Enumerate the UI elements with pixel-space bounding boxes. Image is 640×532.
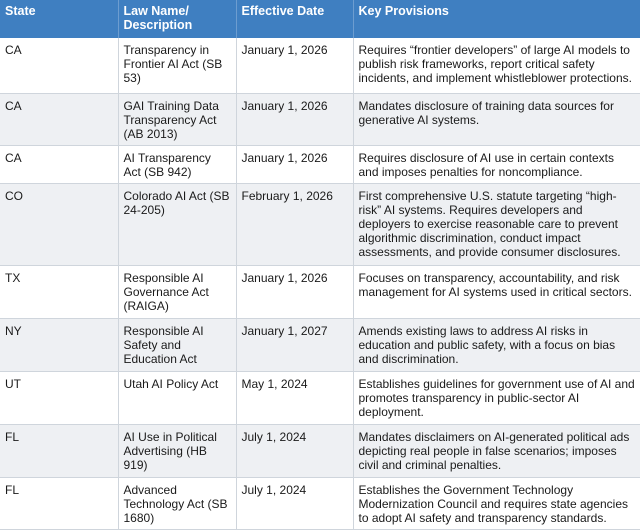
cell-law-name: Advanced Technology Act (SB 1680) [118,477,236,529]
cell-effective-date: July 1, 2024 [236,477,353,529]
cell-effective-date: May 1, 2024 [236,371,353,424]
cell-law-name: AI Transparency Act (SB 942) [118,145,236,183]
cell-effective-date: January 1, 2026 [236,38,353,93]
cell-state: CA [0,38,118,93]
cell-key-provisions: Requires “frontier developers” of large AI models to publish risk frameworks, report critical safety incidents, and implement whistleblower protections. [353,38,640,93]
cell-effective-date: January 1, 2026 [236,93,353,145]
table-row [0,265,640,318]
table-row [0,318,640,371]
header-law-name: Law Name/ Description [118,0,236,38]
table-row [0,371,640,424]
table-body [0,38,640,529]
cell-law-name: Responsible AI Safety and Education Act [118,318,236,371]
cell-key-provisions: First comprehensive U.S. statute targeting “high-risk” AI systems. Requires developers and deployers to exercise reasonable care to prevent algorithmic discrimination, conduct impact assessments, and provide consumer disclosures. [353,183,640,265]
cell-state: NY [0,318,118,371]
cell-effective-date: July 1, 2024 [236,424,353,477]
table-row [0,477,640,529]
cell-effective-date: January 1, 2027 [236,318,353,371]
table-row [0,183,640,265]
cell-law-name: Utah AI Policy Act [118,371,236,424]
cell-law-name: GAI Training Data Transparency Act (AB 2013) [118,93,236,145]
cell-state: CA [0,145,118,183]
header-effective-date: Effective Date [236,0,353,38]
cell-state: CO [0,183,118,265]
cell-law-name: Transparency in Frontier AI Act (SB 53) [118,38,236,93]
cell-law-name: AI Use in Political Advertising (HB 919) [118,424,236,477]
cell-key-provisions: Mandates disclosure of training data sources for generative AI systems. [353,93,640,145]
cell-effective-date: February 1, 2026 [236,183,353,265]
table-row [0,93,640,145]
cell-effective-date: January 1, 2026 [236,265,353,318]
table-row [0,38,640,93]
cell-key-provisions: Establishes guidelines for government use of AI and promotes transparency in public-sector AI deployment. [353,371,640,424]
cell-key-provisions: Establishes the Government Technology Modernization Council and requires state agencies to adopt AI safety and transparency standards. [353,477,640,529]
cell-effective-date: January 1, 2026 [236,145,353,183]
header-key-provisions: Key Provisions [353,0,640,38]
cell-law-name: Colorado AI Act (SB 24-205) [118,183,236,265]
cell-key-provisions: Mandates disclaimers on AI-generated political ads depicting real people in false scenarios; imposes civil and criminal penalties. [353,424,640,477]
table-row [0,424,640,477]
header-state: State [0,0,118,38]
table-header [0,0,640,38]
cell-state: UT [0,371,118,424]
table-row [0,145,640,183]
cell-state: FL [0,424,118,477]
cell-key-provisions: Requires disclosure of AI use in certain contexts and imposes penalties for noncompliance. [353,145,640,183]
cell-state: CA [0,93,118,145]
cell-law-name: Responsible AI Governance Act (RAIGA) [118,265,236,318]
cell-state: TX [0,265,118,318]
header-row [0,0,640,38]
cell-key-provisions: Focuses on transparency, accountability, and risk management for AI systems used in critical sectors. [353,265,640,318]
cell-key-provisions: Amends existing laws to address AI risks in education and public safety, with a focus on bias and discrimination. [353,318,640,371]
cell-state: FL [0,477,118,529]
